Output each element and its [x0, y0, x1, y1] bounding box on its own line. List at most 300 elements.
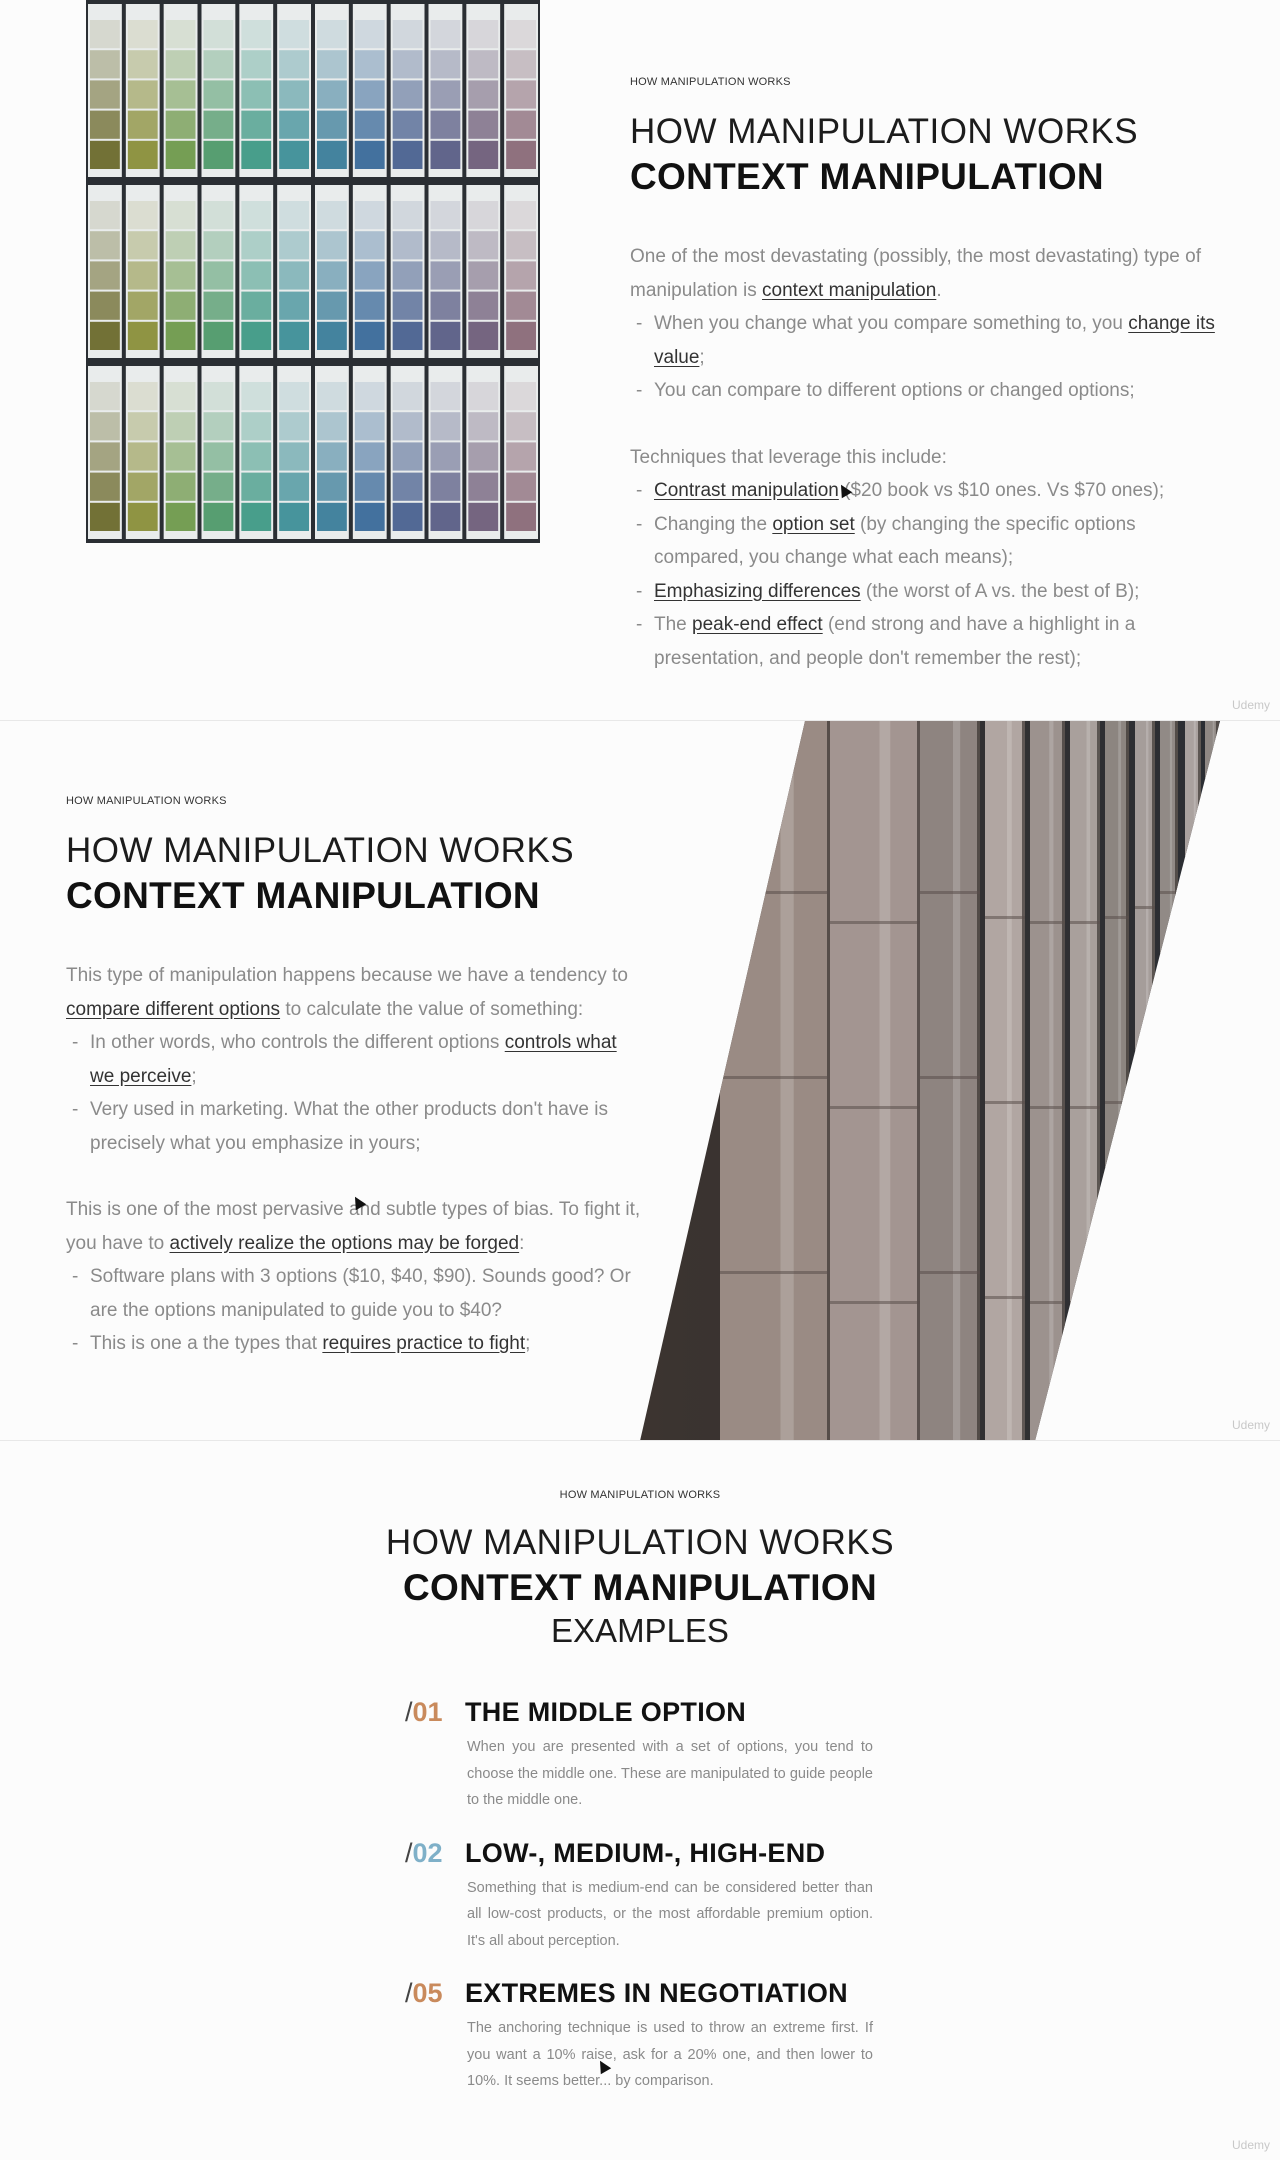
bamboo-node [1070, 921, 1100, 924]
example-name: LOW-, MEDIUM-, HIGH-END [465, 1837, 826, 1868]
text: Changing the [654, 513, 773, 535]
slide-title-light: HOW MANIPULATION WORKS [66, 831, 575, 870]
swatch-band [279, 322, 309, 350]
text: ($20 book vs $10 ones. Vs $70 ones); [838, 480, 1165, 501]
slide-kicker: HOW MANIPULATION WORKS [66, 795, 227, 807]
bamboo-node [1105, 916, 1129, 919]
bamboo-node [1160, 891, 1178, 894]
bamboo-stalk [1030, 721, 1065, 1440]
list-item [66, 1327, 646, 1361]
swatch-band [431, 322, 461, 350]
swatch-band [90, 111, 120, 139]
swatch-band [128, 412, 158, 440]
slide-kicker: HOW MANIPULATION WORKS [630, 76, 791, 88]
text: This is one a the types that [90, 1333, 323, 1354]
swatch-band [128, 201, 158, 229]
swatch-band [241, 503, 271, 531]
bamboo-node [1135, 1091, 1155, 1094]
swatch-band [128, 503, 158, 531]
bamboo-shadow [917, 721, 920, 1440]
swatch-band [468, 382, 498, 410]
bamboo-highlight [781, 721, 794, 1440]
swatch-band [317, 141, 347, 169]
example-item [405, 1697, 875, 1814]
slide-title-sub: EXAMPLES [551, 1612, 729, 1649]
swatch-band [393, 50, 423, 78]
text: (end strong and have a highlight in a presentation, and people don't remember the rest); [654, 614, 1136, 669]
bamboo-highlight [1049, 721, 1053, 1440]
bamboo-node [1185, 1296, 1201, 1299]
swatch-band [468, 412, 498, 440]
swatch-band [431, 50, 461, 78]
swatch-band [317, 111, 347, 139]
swatch-band [431, 503, 461, 531]
swatch-band [431, 231, 461, 259]
swatch-band [279, 20, 309, 48]
example-description: When you are presented with a set of options, you tend to choose the middle one. These are manipulated to guide people to the middle one. [467, 1739, 873, 1808]
swatch-band [279, 382, 309, 410]
swatch-band [506, 111, 536, 139]
swatch-band [204, 292, 234, 320]
term-options-may-be-forged: actively realize the options may be forged [169, 1232, 520, 1254]
swatch-band [431, 412, 461, 440]
bamboo-shadow [1216, 721, 1219, 1440]
swatch-band [317, 412, 347, 440]
bamboo-node [920, 891, 980, 894]
swatch-band [166, 231, 196, 259]
swatch-band [431, 261, 461, 289]
swatch-band [128, 442, 158, 470]
swatch-band [204, 322, 234, 350]
swatch-band [128, 80, 158, 108]
swatch-band [166, 261, 196, 289]
swatch-band [204, 442, 234, 470]
swatch-band [355, 292, 385, 320]
swatch-band [128, 292, 158, 320]
swatch-band [317, 231, 347, 259]
swatch-band [90, 292, 120, 320]
term-compare-different-options: compare different options [66, 998, 281, 1020]
swatch-band [506, 503, 536, 531]
swatch-band [468, 20, 498, 48]
text: . [936, 279, 942, 301]
swatch-band [241, 292, 271, 320]
bamboo-highlight [1170, 721, 1172, 1440]
bamboo-shadow [1198, 721, 1201, 1440]
bamboo-highlight [880, 721, 891, 1440]
bamboo-shadow [1097, 721, 1100, 1440]
swatch-band [166, 442, 196, 470]
slide-title-bold: CONTEXT MANIPULATION [66, 875, 540, 916]
swatch-band [431, 201, 461, 229]
number: 05 [412, 1978, 443, 2008]
swatch-band [355, 20, 385, 48]
bamboo-node [1030, 1106, 1065, 1109]
slide2-text [66, 795, 646, 1361]
bamboo-node [1135, 1286, 1155, 1289]
list-item [630, 575, 1220, 609]
bamboo-highlight [1194, 721, 1196, 1440]
swatch-band [431, 141, 461, 169]
swatch-band [506, 261, 536, 289]
text: ; [525, 1333, 531, 1354]
swatch-band [393, 20, 423, 48]
swatch-band [128, 261, 158, 289]
swatch-band [355, 473, 385, 501]
swatch-band [506, 231, 536, 259]
slide1-text [630, 76, 1220, 675]
swatch-band [279, 292, 309, 320]
bamboo-node [1030, 921, 1065, 924]
bullet-list [66, 1026, 646, 1160]
swatch-band [90, 201, 120, 229]
swatch-band [279, 50, 309, 78]
bamboo-highlight [1146, 721, 1148, 1440]
bamboo-node [1205, 1276, 1219, 1279]
swatch-band [241, 80, 271, 108]
swatch-band [204, 80, 234, 108]
swatch-band [166, 20, 196, 48]
bamboo-node [720, 1271, 830, 1274]
swatch-band [317, 20, 347, 48]
swatch-band [166, 412, 196, 440]
intro-paragraph [630, 240, 1220, 307]
swatch-band [393, 261, 423, 289]
bamboo-node [920, 1271, 980, 1274]
swatch-band [166, 503, 196, 531]
bamboo-highlight [953, 721, 960, 1440]
term-option-set: option set [772, 513, 855, 535]
swatch-band [317, 50, 347, 78]
udemy-watermark: Udemy [1231, 698, 1270, 712]
udemy-watermark: Udemy [1231, 1418, 1270, 1432]
swatch-band [393, 442, 423, 470]
bamboo-node [830, 1301, 920, 1304]
swatch-band [90, 412, 120, 440]
swatch-band [431, 20, 461, 48]
swatch-band [468, 111, 498, 139]
bamboo-node [1030, 1301, 1065, 1304]
example-description: Something that is medium-end can be considered better than all low-cost products, or the most affordable premium option. It's all about perception. [467, 1879, 873, 1949]
swatch-band [355, 382, 385, 410]
example-number [405, 1978, 451, 2009]
bamboo-node [1135, 906, 1155, 909]
bamboo-shadow [1175, 721, 1178, 1440]
swatch-band [90, 473, 120, 501]
swatch-band [393, 473, 423, 501]
bamboo-stalk [1205, 721, 1219, 1440]
term-requires-practice: requires practice to fight [322, 1333, 526, 1354]
slide-title-bold: CONTEXT MANIPULATION [630, 156, 1104, 197]
swatch-band [393, 412, 423, 440]
bamboo-node [1185, 1101, 1201, 1104]
swatch-band [90, 442, 120, 470]
term-controls-what-we-perceive: controls what we perceive [90, 1032, 617, 1087]
slide-body [630, 240, 1220, 675]
bullet-list [66, 1260, 646, 1361]
swatch-band [468, 261, 498, 289]
slide-title-bold: CONTEXT MANIPULATION [403, 1567, 877, 1608]
swatch-band [166, 473, 196, 501]
swatch-band [393, 503, 423, 531]
swatch-band [468, 503, 498, 531]
swatch-band [204, 231, 234, 259]
bamboo-node [1070, 1301, 1100, 1304]
bullet-list [630, 307, 1220, 408]
bamboo-shadow [1152, 721, 1155, 1440]
bamboo-node [720, 1076, 830, 1079]
examples-list [405, 1697, 875, 2119]
term-peak-end-effect: peak-end effect [692, 614, 823, 635]
bamboo-highlight [1118, 721, 1121, 1440]
swatch-band [317, 503, 347, 531]
swatch-band [241, 231, 271, 259]
example-title [405, 1838, 875, 1869]
swatch-band [431, 292, 461, 320]
bamboo-stalk [1070, 721, 1100, 1440]
bamboo-highlight [1087, 721, 1091, 1440]
term-change-its-value: change its value [654, 313, 1215, 368]
bamboo-node [1160, 1076, 1178, 1079]
bamboo-shadow [977, 721, 980, 1440]
list-item [630, 474, 1220, 508]
example-description: The anchoring technique is used to throw an extreme first. If you want a 10% raise, ask for a 20% one, and then lower to 10%. It seems better... by comparison. [467, 2020, 873, 2089]
bamboo-node [1205, 1081, 1219, 1084]
text: In other words, who controls the different options [90, 1032, 505, 1053]
udemy-watermark: Udemy [1231, 2138, 1270, 2152]
bamboo-node [1105, 1101, 1129, 1104]
swatch-band [279, 111, 309, 139]
swatch-band [279, 141, 309, 169]
swatch-band [355, 412, 385, 440]
swatch-band [355, 111, 385, 139]
text: ; [699, 346, 705, 368]
example-item [405, 1838, 875, 1955]
bamboo-node [985, 1296, 1025, 1299]
swatch-band [506, 442, 536, 470]
swatch-band [355, 231, 385, 259]
swatch-band [431, 442, 461, 470]
swatch-band [468, 231, 498, 259]
swatch-band [317, 80, 347, 108]
example-number [405, 1697, 451, 1728]
swatch-band [90, 231, 120, 259]
bamboo-stalk [985, 721, 1025, 1440]
bamboo-stalk [920, 721, 980, 1440]
bamboo-node [720, 891, 830, 894]
slash: / [405, 1978, 413, 2008]
swatch-band [393, 141, 423, 169]
swatch-band [393, 201, 423, 229]
slide-context-manipulation-2 [0, 720, 1280, 1440]
paragraph [66, 959, 646, 1026]
swatch-band [241, 473, 271, 501]
bamboo-shadow [827, 721, 830, 1440]
swatch-band [431, 111, 461, 139]
bamboo-node [985, 916, 1025, 919]
bamboo-highlight [1007, 721, 1012, 1440]
bamboo-stalk [1185, 721, 1201, 1440]
swatch-band [128, 50, 158, 78]
swatch-band [506, 50, 536, 78]
swatch-band [90, 50, 120, 78]
text: This is one of the most pervasive and subtle types of bias. To fight it, you have to [66, 1199, 641, 1254]
swatch-band [431, 382, 461, 410]
slide-context-manipulation-1 [0, 0, 1280, 720]
swatch-band [279, 231, 309, 259]
swatch-band [241, 442, 271, 470]
swatch-band [204, 201, 234, 229]
swatch-band [204, 141, 234, 169]
text: This type of manipulation happens because we have a tendency to [66, 965, 628, 986]
swatch-band [204, 473, 234, 501]
swatch-band [166, 292, 196, 320]
example-item [405, 1978, 875, 2095]
swatch-band [355, 442, 385, 470]
swatch-band [204, 382, 234, 410]
example-title [405, 1978, 875, 2009]
text: (by changing the specific options compared, you change what each means); [654, 513, 1136, 568]
list-item: - Software plans with 3 options ($10, $40, $90). Sounds good? Or are the options manipulated to guide you to $40? [66, 1260, 646, 1327]
techniques-list [630, 474, 1220, 675]
swatch-band [506, 80, 536, 108]
list-item [630, 508, 1220, 575]
swatch-band [166, 201, 196, 229]
bamboo-node [1160, 1271, 1178, 1274]
bamboo-stalk [830, 721, 920, 1440]
swatch-band [90, 503, 120, 531]
bamboo-stalk [1105, 721, 1129, 1440]
swatch-band [204, 503, 234, 531]
swatch-band [393, 322, 423, 350]
swatch-band [317, 261, 347, 289]
swatch-band [355, 80, 385, 108]
swatch-band [241, 412, 271, 440]
swatch-band [393, 292, 423, 320]
swatch-band [279, 412, 309, 440]
bamboo-node [1105, 1296, 1129, 1299]
swatch-band [128, 141, 158, 169]
swatch-band [90, 322, 120, 350]
bamboo-highlight [1213, 721, 1215, 1440]
swatch-band [90, 261, 120, 289]
list-item [630, 608, 1220, 675]
swatch-band [506, 322, 536, 350]
swatch-band [355, 503, 385, 531]
swatch-band [279, 442, 309, 470]
text: (the worst of A vs. the best of B); [860, 580, 1140, 602]
swatch-band [128, 322, 158, 350]
swatch-band [90, 382, 120, 410]
bamboo-node [985, 1101, 1025, 1104]
swatch-band [355, 322, 385, 350]
swatch-band [317, 201, 347, 229]
list-item: - Very used in marketing. What the other products don't have is precisely what you emphasize in yours; [66, 1093, 646, 1160]
text: to calculate the value of something: [280, 998, 584, 1020]
slash: / [405, 1697, 413, 1727]
bamboo-node [830, 1106, 920, 1109]
swatch-band [468, 50, 498, 78]
swatch-band [317, 382, 347, 410]
swatch-band [468, 473, 498, 501]
swatch-band [128, 111, 158, 139]
bamboo-node [1185, 916, 1201, 919]
bamboo-shadow [1062, 721, 1065, 1440]
swatch-band [128, 20, 158, 48]
swatch-band [128, 382, 158, 410]
slide-title-light: HOW MANIPULATION WORKS [385, 1523, 895, 1562]
swatch-band [317, 442, 347, 470]
swatch-band [204, 111, 234, 139]
swatch-band [393, 231, 423, 259]
swatch-band [468, 442, 498, 470]
swatch-band [166, 50, 196, 78]
swatch-band [355, 201, 385, 229]
list-item: - You can compare to different options or changed options; [630, 374, 1220, 408]
swatch-band [468, 201, 498, 229]
swatch-band [317, 322, 347, 350]
term-emphasizing-differences: Emphasizing differences [654, 580, 861, 602]
paint-swatches-image [86, 0, 540, 543]
term-context-manipulation: context manipulation [762, 279, 937, 301]
swatch-band [431, 473, 461, 501]
swatch-band [204, 412, 234, 440]
swatch-band [468, 322, 498, 350]
slide-title-light: HOW MANIPULATION WORKS [630, 112, 1139, 151]
swatch-band [393, 80, 423, 108]
swatch-band [506, 412, 536, 440]
swatch-band [317, 473, 347, 501]
swatch-band [241, 322, 271, 350]
swatch-band [204, 50, 234, 78]
number: 01 [412, 1697, 443, 1727]
swatch-band [90, 141, 120, 169]
swatch-band [241, 141, 271, 169]
slide-body [66, 959, 646, 1361]
swatch-band [166, 141, 196, 169]
techniques-intro: Techniques that leverage this include: [630, 446, 947, 468]
swatch-band [204, 261, 234, 289]
bamboo-stalk [720, 721, 830, 1440]
slash: / [405, 1837, 413, 1868]
number: 02 [412, 1837, 443, 1868]
text: : [519, 1232, 525, 1254]
text: One of the most devastating (possibly, the most devastating) type of manipulation is [630, 246, 1202, 301]
bamboo-node [1205, 896, 1219, 899]
swatch-band [355, 50, 385, 78]
swatch-band [279, 503, 309, 531]
swatch-band [506, 382, 536, 410]
swatch-band [279, 201, 309, 229]
swatch-band [166, 80, 196, 108]
text: The [654, 614, 693, 635]
swatch-band [241, 20, 271, 48]
text: When you change what you compare something to, you [654, 313, 1129, 334]
swatch-band [355, 141, 385, 169]
swatch-band [128, 231, 158, 259]
swatch-band [166, 382, 196, 410]
swatch-band [506, 141, 536, 169]
swatch-band [393, 382, 423, 410]
swatch-band [317, 292, 347, 320]
text: ; [191, 1065, 197, 1087]
slide-kicker: HOW MANIPULATION WORKS [559, 1489, 721, 1501]
example-title [405, 1697, 875, 1728]
bamboo-node [920, 1076, 980, 1079]
swatch-band [506, 20, 536, 48]
bamboo-node [830, 921, 920, 924]
bamboo-shadow [1126, 721, 1129, 1440]
